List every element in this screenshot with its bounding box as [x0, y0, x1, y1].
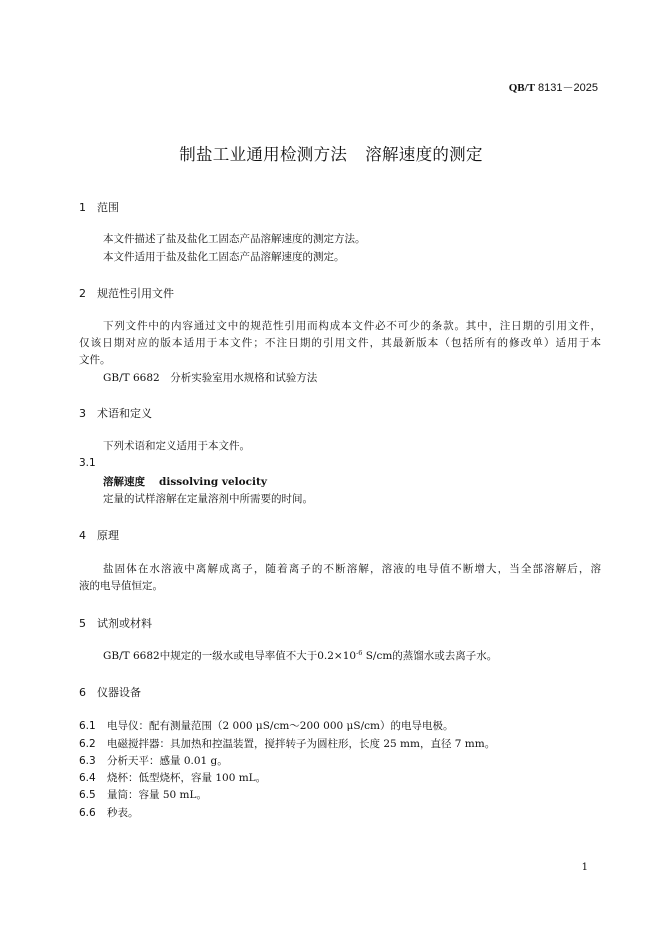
section-5-text-pre: GB/T 6682中规定的一级水或电导率值不大于0.2×10	[103, 650, 357, 662]
equipment-item-text: 秒表。	[107, 807, 139, 819]
equipment-item-text: 分析天平：感量 0.01 g。	[107, 755, 228, 767]
document-title	[0, 141, 662, 165]
section-2-paragraph	[79, 318, 601, 369]
section-5-exponent: -6	[356, 649, 363, 657]
equipment-item	[79, 718, 453, 733]
standard-prefix: QB/T	[508, 82, 535, 94]
section-2-paragraph-line-1: 下列文件中的内容通过文中的规范性引用而构成本文件必不可少的条款。其中，注日期的引用文件，	[103, 320, 601, 332]
section-1-paragraph-1: 本文件描述了盐及盐化工固态产品溶解速度的测定方法。	[103, 233, 366, 245]
term-chinese: 溶解速度	[103, 476, 145, 488]
section-1-heading	[79, 199, 119, 215]
section-1-title: 范围	[97, 201, 119, 214]
section-1-paragraph-2: 本文件适用于盐及盐化工固态产品溶解速度的测定。	[103, 251, 345, 263]
equipment-item-text: 量筒：容量 50 mL。	[107, 789, 207, 801]
standard-code	[509, 79, 598, 95]
equipment-item-number: 6.3	[79, 755, 96, 767]
equipment-item	[79, 787, 207, 802]
term-title	[103, 474, 267, 489]
section-3-heading	[79, 405, 152, 421]
normative-reference: GB/T 6682 分析实验室用水规格和试验方法	[103, 372, 318, 384]
section-3-number: 3	[79, 407, 86, 420]
equipment-item	[79, 770, 266, 785]
document-title-sub: 溶解速度的测定	[365, 145, 483, 164]
equipment-item	[79, 753, 228, 768]
section-6-heading	[79, 684, 141, 700]
equipment-item-number: 6.4	[79, 772, 96, 784]
section-3-paragraph: 下列术语和定义适用于本文件。	[103, 440, 250, 452]
section-5-heading	[79, 615, 152, 631]
section-5-number: 5	[79, 617, 86, 630]
equipment-item-text: 烧杯：低型烧杯，容量 100 mL。	[107, 772, 267, 784]
section-4-title: 原理	[97, 529, 119, 542]
section-5-text-post: S/cm的蒸馏水或去离子水。	[362, 650, 498, 662]
term-english: dissolving velocity	[159, 476, 267, 488]
section-4-paragraph-line-2: 液的电导值恒定。	[79, 580, 163, 592]
section-2-paragraph-line-3: 文件。	[79, 354, 111, 366]
section-2-paragraph-line-2: 仅该日期对应的版本适用于本文件；不注日期的引用文件，其最新版本（包括所有的修改单）适用于本	[79, 337, 601, 349]
section-2-title: 规范性引用文件	[97, 287, 174, 300]
document-title-main: 制盐工业通用检测方法	[179, 145, 348, 164]
standard-number: 8131－2025	[535, 82, 598, 94]
section-2-heading	[79, 285, 174, 301]
section-4-heading	[79, 527, 119, 543]
term-number: 3.1	[79, 457, 96, 469]
term-definition: 定量的试样溶解在定量溶剂中所需要的时间。	[103, 493, 313, 505]
equipment-item-number: 6.2	[79, 738, 96, 750]
section-4-number: 4	[79, 529, 86, 542]
section-1-number: 1	[79, 201, 86, 214]
section-2-number: 2	[79, 287, 86, 300]
page-number: 1	[581, 862, 588, 873]
equipment-item	[79, 805, 139, 820]
equipment-item-number: 6.6	[79, 807, 96, 819]
equipment-item	[79, 736, 495, 751]
equipment-item-text: 电导仪：配有测量范围（2 000 μS/cm～200 000 μS/cm）的电导电极。	[107, 720, 454, 732]
equipment-item-number: 6.1	[79, 720, 96, 732]
section-6-title: 仪器设备	[97, 686, 141, 699]
section-4-paragraph-line-1: 盐固体在水溶液中离解成离子，随着离子的不断溶解，溶液的电导值不断增大，当全部溶解后，溶	[103, 563, 601, 575]
section-4-paragraph	[79, 561, 601, 595]
equipment-item-text: 电磁搅拌器：具加热和控温装置，搅拌转子为圆柱形，长度 25 mm，直径 7 mm。	[107, 738, 496, 750]
section-5-paragraph	[79, 648, 601, 665]
equipment-item-number: 6.5	[79, 789, 96, 801]
section-3-title: 术语和定义	[97, 407, 152, 420]
section-6-number: 6	[79, 686, 86, 699]
section-5-title: 试剂或材料	[97, 617, 152, 630]
